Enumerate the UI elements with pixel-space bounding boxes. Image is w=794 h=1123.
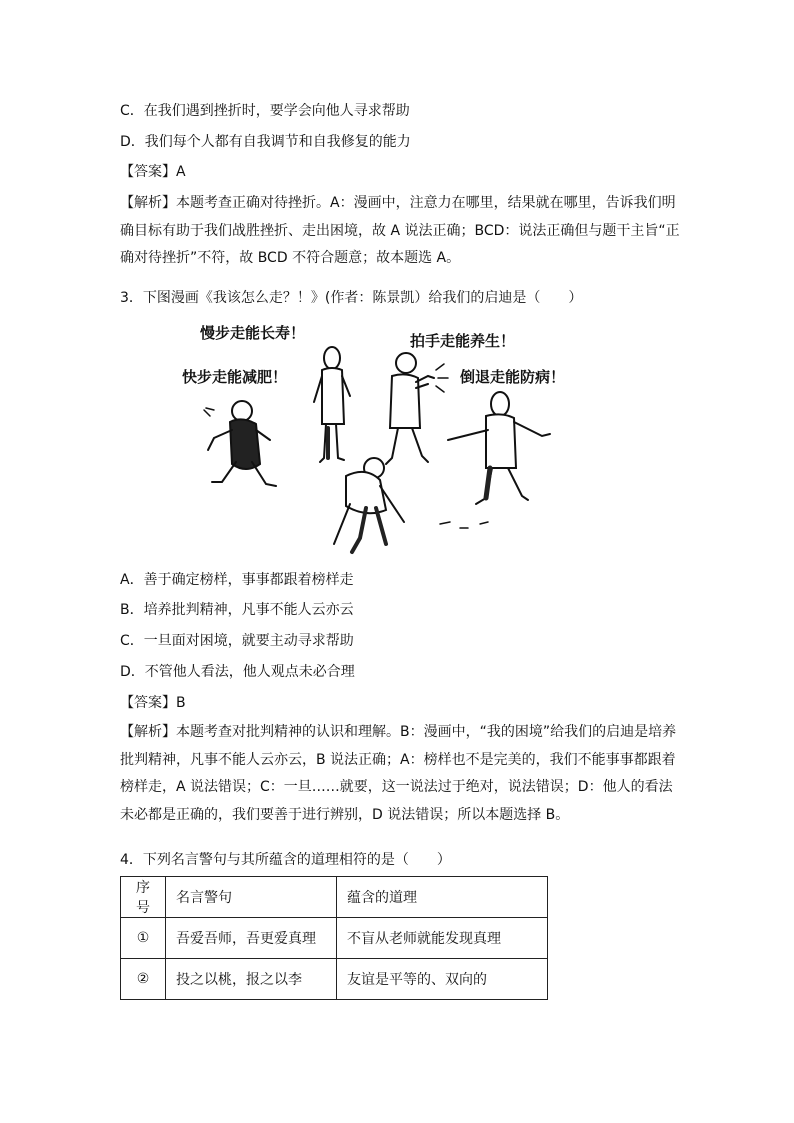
cartoon-caption: 慢步走能长寿！ xyxy=(200,324,306,342)
option-d: D．我们每个人都有自我调节和自我修复的能力 xyxy=(120,134,411,150)
answer-line xyxy=(120,693,186,713)
answer-label: 【答案】 xyxy=(120,164,176,180)
question-3-stem: 3．下图漫画《我该怎么走？！》(作者：陈景凯）给我们的启迪是（ ） xyxy=(120,290,583,306)
table-row xyxy=(121,959,548,1000)
analysis-label: 【解析】 xyxy=(120,724,176,740)
table-cell: 吾爱吾师，吾更爱真理 xyxy=(166,918,337,959)
analysis-label: 【解析】 xyxy=(120,195,176,211)
question-4-stem: 4．下列名言警句与其所蕴含的道理相符的是（ ） xyxy=(120,852,451,868)
table-header-row xyxy=(121,877,548,918)
cartoon-illustration xyxy=(170,318,600,564)
option-a: A．善于确定榜样，事事都跟着榜样走 xyxy=(120,572,354,588)
table-header-cell: 序号 xyxy=(121,877,166,918)
figure-clapping-walker xyxy=(386,353,448,464)
analysis-text: 本题考查正确对待挫折。A：漫画中，注意力在哪里，结果就在哪里，告诉我们明确目标有助于我们战胜挫折、走出困境，故 A 说法正确；BCD：说法正确但与题干主旨“正确对待挫折”不符，故 BCD 不符合题意；故本题选 A。 xyxy=(120,195,680,266)
figure-confused-man xyxy=(334,458,404,552)
quotes-table xyxy=(120,876,548,1000)
analysis-text: 本题考查对批判精神的认识和理解。B：漫画中，“我的困境”给我们的启迪是培养批判精神，凡事不能人云亦云，B 说法正确；A：榜样也不是完美的，我们不能事事都跟着榜样走，A 说法错误；C：一旦……就要，这一说法过于绝对，说法错误；D：他人的看法未必都是正确的，我们要善于进行辨别，D 说法错误；所以本题选择 B。 xyxy=(120,724,677,823)
figure-slow-walker xyxy=(314,347,350,462)
answer-value: A xyxy=(176,164,186,180)
analysis-paragraph xyxy=(120,190,680,273)
answer-line xyxy=(120,162,186,182)
cartoon-figures xyxy=(170,318,600,564)
table-cell: 不盲从老师就能发现真理 xyxy=(337,918,548,959)
table-header-cell: 蕴含的道理 xyxy=(337,877,548,918)
table-row xyxy=(121,918,548,959)
table-cell: ① xyxy=(121,918,166,959)
option-c: C．在我们遇到挫折时，要学会向他人寻求帮助 xyxy=(120,103,410,119)
table-cell: 投之以桃，报之以李 xyxy=(166,959,337,1000)
figure-backward-walker xyxy=(440,392,550,528)
analysis-paragraph xyxy=(120,719,680,829)
option-b: B．培养批判精神，凡事不能人云亦云 xyxy=(120,602,354,618)
option-d: D．不管他人看法，他人观点未必合理 xyxy=(120,664,355,680)
table-cell: ② xyxy=(121,959,166,1000)
cartoon-caption: 快步走能减肥！ xyxy=(182,368,288,386)
table-cell: 友谊是平等的、双向的 xyxy=(337,959,548,1000)
table-header-cell: 名言警句 xyxy=(166,877,337,918)
figure-fast-walker xyxy=(204,401,276,486)
cartoon-caption: 倒退走能防病！ xyxy=(460,368,566,386)
option-c: C．一旦面对困境，就要主动寻求帮助 xyxy=(120,633,354,649)
answer-label: 【答案】 xyxy=(120,695,176,711)
cartoon-caption: 拍手走能养生！ xyxy=(410,332,516,350)
answer-value: B xyxy=(176,695,186,711)
